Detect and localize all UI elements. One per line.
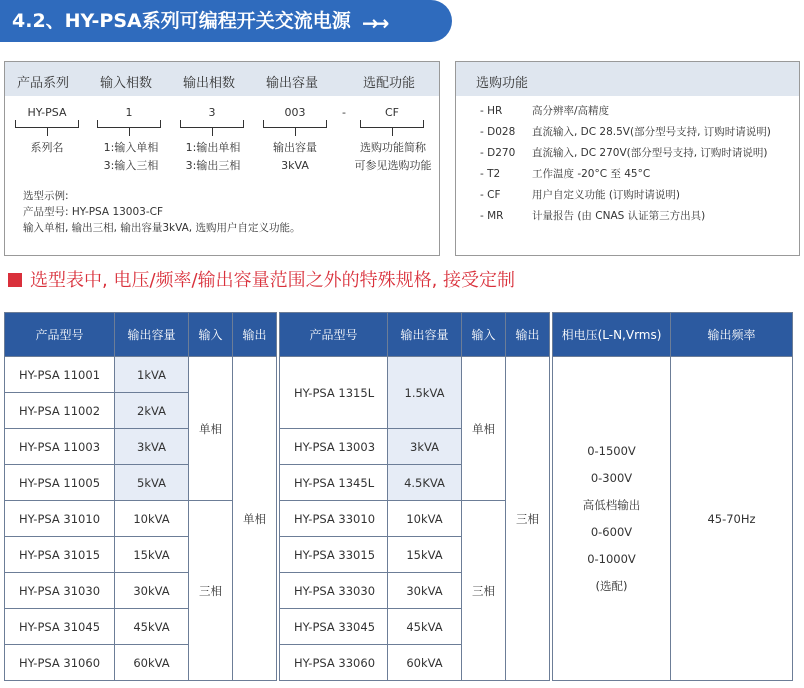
th-input: 输入: [189, 313, 233, 357]
cell-output-single: 单相: [233, 357, 277, 681]
sub-line: 3kVA: [281, 159, 309, 172]
code-output: 3: [208, 106, 216, 119]
options-title: 选购功能: [476, 76, 529, 91]
sub-input: [89, 139, 173, 175]
option-desc: 高分辨率/高精度: [532, 105, 610, 117]
connector: [129, 128, 130, 136]
section-banner: [0, 0, 452, 42]
code-option: CF: [384, 106, 399, 119]
voltage-line: 0-1000V: [587, 551, 636, 566]
bracket-option: [360, 120, 424, 128]
voltage-line: 0-600V: [590, 524, 633, 539]
bracket-capacity: [263, 120, 327, 128]
th-frequency: 输出频率: [671, 313, 793, 357]
header-capacity: 输出容量: [266, 76, 319, 91]
model-code-box: [4, 61, 440, 256]
th-output: 输出: [506, 313, 550, 357]
cell-model: HY-PSA 33010: [280, 501, 388, 537]
cell-model: HY-PSA 1345L: [280, 465, 388, 501]
cell-model: HY-PSA 31045: [5, 609, 115, 645]
cell-input-single: 单相: [189, 357, 233, 501]
cell-capacity: 2kVA: [115, 393, 189, 429]
option-desc: 用户自定义功能 (订购时请说明): [532, 189, 681, 201]
cell-model: HY-PSA 11001: [5, 357, 115, 393]
voltage-line: 高低档输出: [582, 497, 641, 512]
bracket-series: [15, 120, 79, 128]
cell-capacity: 5kVA: [115, 465, 189, 501]
options-header: [456, 62, 799, 96]
banner-title: 4.2、HY-PSA系列可编程开关交流电源: [12, 10, 351, 32]
sub-line: 可参见选购功能: [354, 159, 432, 172]
cell-capacity: 60kVA: [115, 645, 189, 681]
code-dash: -: [342, 106, 346, 119]
sub-output: [171, 139, 255, 175]
cell-capacity: 45kVA: [388, 609, 462, 645]
cell-model: HY-PSA 33030: [280, 573, 388, 609]
option-item: [480, 145, 768, 160]
voltage-line: 0-300V: [590, 470, 633, 485]
red-square-icon: [8, 273, 22, 287]
th-voltage: 相电压(L-N,Vrms): [553, 313, 671, 357]
cell-capacity: 3kVA: [115, 429, 189, 465]
bracket-output: [180, 120, 244, 128]
cell-capacity: 10kVA: [115, 501, 189, 537]
cell-model: HY-PSA 33015: [280, 537, 388, 573]
sub-line: 3:输出三相: [185, 159, 241, 172]
cell-capacity: 15kVA: [388, 537, 462, 573]
cell-capacity: 45kVA: [115, 609, 189, 645]
th-capacity: 输出容量: [115, 313, 189, 357]
th-capacity: 输出容量: [388, 313, 462, 357]
example-line: 选型示例:: [23, 190, 69, 202]
cell-model: HY-PSA 11002: [5, 393, 115, 429]
option-desc: 直流输入, DC 270V(部分型号支持, 订购时请说明): [532, 147, 768, 159]
option-code: - T2: [480, 168, 501, 180]
model-code-header: [5, 62, 439, 96]
cell-capacity: 1.5kVA: [388, 357, 462, 429]
connector: [392, 128, 393, 136]
option-code: - D028: [480, 126, 516, 138]
sub-line: 选购功能简称: [360, 141, 426, 154]
connector: [295, 128, 296, 136]
option-item: [480, 166, 650, 181]
sub-capacity: [253, 139, 337, 175]
double-arrow-icon: →→: [362, 11, 384, 35]
option-desc: 直流输入, DC 28.5V(部分型号支持, 订购时请说明): [532, 126, 771, 138]
cell-capacity: 15kVA: [115, 537, 189, 573]
header-series: 产品系列: [17, 76, 70, 91]
code-capacity: 003: [284, 106, 306, 119]
sub-line: 输出容量: [273, 141, 317, 154]
cell-input-single: 单相: [462, 357, 506, 501]
header-options: 选配功能: [363, 76, 416, 91]
options-box: [455, 61, 800, 256]
option-item: [480, 187, 680, 202]
option-item: [480, 208, 705, 223]
th-model: 产品型号: [280, 313, 388, 357]
cell-input-three: 三相: [189, 501, 233, 681]
cell-model: HY-PSA 31010: [5, 501, 115, 537]
th-output: 输出: [233, 313, 277, 357]
option-item: [480, 103, 609, 118]
option-code: - HR: [480, 105, 503, 117]
example-line: 产品型号: HY-PSA 13003-CF: [23, 206, 164, 218]
th-input: 输入: [462, 313, 506, 357]
cell-model: HY-PSA 31060: [5, 645, 115, 681]
cell-model: HY-PSA 11005: [5, 465, 115, 501]
cell-voltage: [553, 357, 671, 681]
sub-line: 3:输入三相: [103, 159, 159, 172]
cell-capacity: 1kVA: [115, 357, 189, 393]
connector: [212, 128, 213, 136]
voltage-line: 0-1500V: [587, 443, 636, 458]
cell-frequency: 45-70Hz: [671, 357, 793, 681]
cell-model: HY-PSA 1315L: [280, 357, 388, 429]
option-code: - MR: [480, 210, 504, 222]
table-row: [5, 357, 793, 393]
bracket-input: [97, 120, 161, 128]
th-model: 产品型号: [5, 313, 115, 357]
cell-capacity: 30kVA: [115, 573, 189, 609]
option-desc: 计量报告 (由 CNAS 认证第三方出具): [532, 210, 706, 222]
cell-capacity: 60kVA: [388, 645, 462, 681]
sub-line: 1:输入单相: [103, 141, 159, 154]
cell-capacity: 3kVA: [388, 429, 462, 465]
sub-options: [345, 139, 441, 175]
cell-model: HY-PSA 13003: [280, 429, 388, 465]
table-header-row: [5, 313, 793, 357]
section-title-text: 选型表中, 电压/频率/输出容量范围之外的特殊规格, 接受定制: [30, 270, 516, 291]
selection-example: [23, 188, 300, 236]
voltage-line: (选配): [595, 578, 628, 593]
sub-line: 系列名: [30, 141, 64, 154]
cell-output-three: 三相: [506, 357, 550, 681]
cell-model: HY-PSA 31030: [5, 573, 115, 609]
example-line: 输入单相, 输出三相, 输出容量3kVA, 选购用户自定义功能。: [23, 222, 301, 234]
option-code: - D270: [480, 147, 516, 159]
cell-model: HY-PSA 33045: [280, 609, 388, 645]
sub-line: 1:输出单相: [185, 141, 241, 154]
connector: [47, 128, 48, 136]
cell-model: HY-PSA 11003: [5, 429, 115, 465]
sub-series: [5, 139, 89, 157]
code-input: 1: [125, 106, 133, 119]
cell-capacity: 4.5KVA: [388, 465, 462, 501]
code-series: HY-PSA: [27, 106, 67, 119]
cell-capacity: 10kVA: [388, 501, 462, 537]
option-code: - CF: [480, 189, 501, 201]
cell-input-three: 三相: [462, 501, 506, 681]
header-input-phase: 输入相数: [100, 76, 153, 91]
cell-model: HY-PSA 33060: [280, 645, 388, 681]
cell-capacity: 30kVA: [388, 573, 462, 609]
cell-model: HY-PSA 31015: [5, 537, 115, 573]
header-output-phase: 输出相数: [183, 76, 236, 91]
option-desc: 工作温度 -20°C 至 45°C: [532, 168, 651, 180]
product-table: [4, 312, 793, 681]
custom-spec-title: [8, 266, 515, 292]
option-item: [480, 124, 771, 139]
